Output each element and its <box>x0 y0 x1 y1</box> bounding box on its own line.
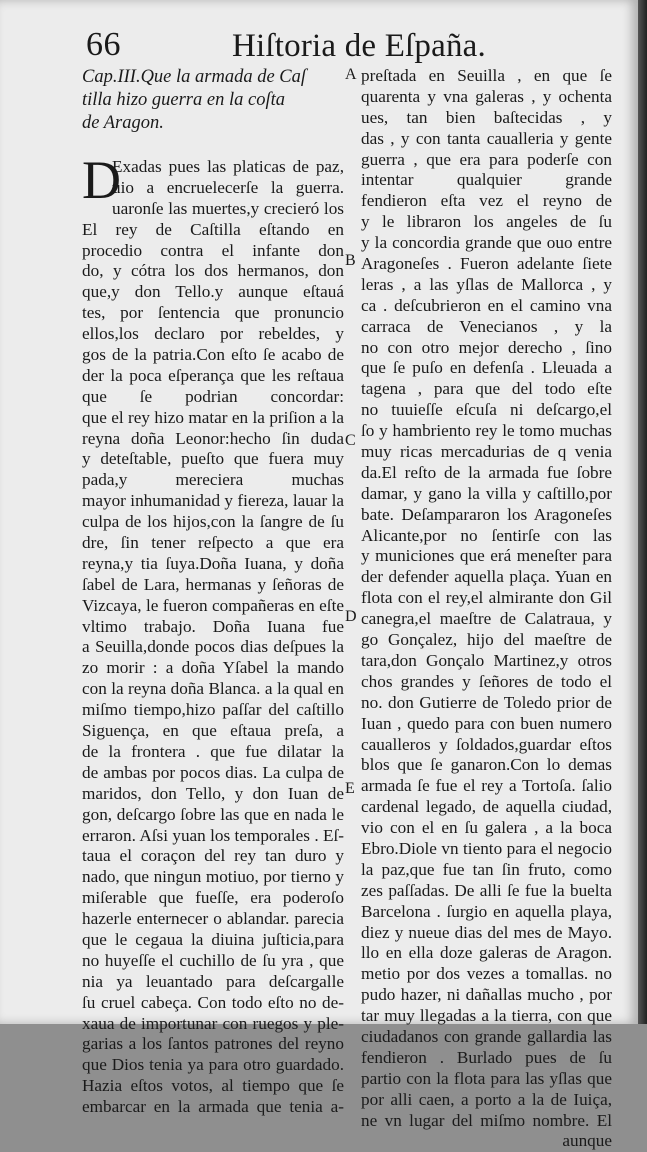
page-header <box>0 22 638 66</box>
text-line: zes paſſadas. De alli ſe fue la buelta <box>361 880 612 900</box>
chapter-heading-line: tilla hizo guerra en la coſta <box>82 90 285 110</box>
marginal-letter: A <box>345 66 357 83</box>
text-line: que Dios tenia ya para otro guardado. <box>82 1055 344 1075</box>
drop-cap: D <box>82 150 121 210</box>
text-line: ne vn lugar del miſmo nombre. El <box>361 1110 612 1130</box>
text-line: der la poca eſperança que les reſtaua <box>82 365 344 385</box>
text-line: Siguença, en que eſtaua preſa, a <box>82 721 344 741</box>
text-line: que,y don Tello.y aunque eſtauá <box>82 282 344 302</box>
text-line: caualleros y ſoldados,guardar eſtos <box>361 734 612 754</box>
text-line: preſtada en Seuilla , en que ſe <box>361 66 612 85</box>
text-line: pudo hazer, ni dañallas mucho , por <box>361 985 612 1005</box>
text-line: tar muy llegadas a la tierra, con que <box>361 1006 612 1026</box>
text-line: tagena , para que del todo eſte <box>361 379 612 399</box>
text-line: ciudadanos con grande gallardia las <box>361 1026 612 1046</box>
text-line: Hazia eſtos votos, al tiempo que ſe <box>82 1076 344 1096</box>
text-line: y deteſtable, pueſto que fuera muy <box>82 449 344 469</box>
text-line: por alli caen, a porto a la de Iuiça, <box>361 1089 612 1109</box>
text-line: y le libraron los angeles de ſu <box>361 212 612 232</box>
text-line: armada ſe fue el rey a Tortoſa. ſalio <box>361 776 612 796</box>
text-line: muy ricas mercadurias de q venia <box>361 442 612 462</box>
text-line: partio con la flota para las yſlas que <box>361 1068 612 1088</box>
text-line: Alicante,por no ſentirſe con las <box>361 525 612 545</box>
text-line: metio por dos vezes a tomallas. no <box>361 964 612 984</box>
text-line: reyna,y tia ſuya.Doña Iuana, y doña <box>82 553 344 573</box>
text-line: ſabel de Lara, hermanas y ſeñoras de <box>82 574 344 594</box>
text-line: cardenal legado, de aquella ciudad, <box>361 797 612 817</box>
text-line: flota con el rey,el almirante don Gil <box>361 588 612 608</box>
text-line: nado, que ningun motiuo, por tierno y <box>82 867 344 887</box>
text-line: carraca de Venecianos , y la <box>361 316 612 336</box>
text-line: ſo y hambriento rey le tomo muchas <box>361 421 612 441</box>
text-line: erraron. Aſsi yuan los temporales . Eſ- <box>82 825 344 845</box>
text-line: de ambas por pocos dias. La culpa de <box>82 762 344 782</box>
text-line: fendieron . Burlado pues de ſu <box>361 1047 612 1067</box>
text-line: damar, y gano la villa y caſtillo,por <box>361 483 612 503</box>
text-line: vio con el en ſu galera , a la boca <box>361 818 612 838</box>
text-line: quarenta y vna galeras , y ochenta <box>361 86 612 106</box>
left-column-body <box>82 150 344 1118</box>
text-line: go Gonçalez, hijo del maeſtre de <box>361 630 612 650</box>
text-line: taua el coraçon del rey tan duro y <box>82 846 344 866</box>
text-line: das , y con tanta caualleria y gente <box>361 128 612 148</box>
text-line: pada,y mereciera muchas <box>82 470 344 490</box>
left-column <box>82 66 344 1118</box>
text-line: El rey de Caſtilla eſtando en <box>82 219 344 239</box>
text-line: garias a los ſantos patrones del reyno <box>82 1034 344 1054</box>
text-line: de la frontera . que fue dilatar la <box>82 741 344 761</box>
text-line: procedio contra el infante don <box>82 240 344 260</box>
text-line: Barcelona . ſurgio en aquella playa, <box>361 901 612 921</box>
text-line: xaua de importunar con ruegos y ple- <box>82 1013 344 1033</box>
page-edge <box>638 0 647 1024</box>
text-line: que ſe podrian concordar: <box>82 386 344 406</box>
text-line: reyna doña Leonor:hecho ſin duda <box>82 428 344 448</box>
text-line: miſerable que fueſſe, era poderoſo <box>82 888 344 908</box>
text-line: no tuuieſſe eſcuſa ni deſcargo,el <box>361 400 612 420</box>
text-line: intentar qualquier grande <box>361 170 612 190</box>
text-line: da.El reſto de la armada fue ſobre <box>361 462 612 482</box>
text-line: a Seuilla,donde pocos dias deſpues la <box>82 637 344 657</box>
text-line: ſu cruel cabeça. Con todo eſto no de- <box>82 992 344 1012</box>
text-line: Exadas pues las platicas de paz, <box>112 157 344 176</box>
text-line: chos grandes y ſeñores de todo el <box>361 671 612 691</box>
text-line: blos que ſe ganaron.Con lo demas <box>361 755 612 775</box>
text-line: con la reyna doña Blanca. a la qual en <box>82 679 344 699</box>
text-line: gos de la patria.Con eſto ſe acabo de <box>82 345 344 365</box>
text-line: mayor inhumanidad y fiereza, lauar la <box>82 491 344 511</box>
running-title: Hiſtoria de Eſpaña. <box>232 28 486 64</box>
text-line: gon, deſcargo ſobre las que en nada le <box>82 804 344 824</box>
text-line: zo morir : a doña Yſabel la mando <box>82 658 344 678</box>
text-line: uaronſe las muertes,y crecieró los <box>112 198 344 218</box>
marginal-letter: B <box>345 252 356 269</box>
text-line: hazerle enternecer o ablandar. parecia <box>82 909 344 929</box>
chapter-heading <box>82 66 344 135</box>
text-line: no huyeſſe el cuchillo de ſu yra , que <box>82 950 344 970</box>
catchword: aunque <box>562 1131 612 1151</box>
text-line: dre, ſin tener reſpecto a que era <box>82 533 344 553</box>
text-line: y municiones que erá meneſter para <box>361 546 612 566</box>
text-line: tara,don Gonçalo Martinez,y otros <box>361 650 612 670</box>
text-line: que ſe puſo en defenſa . Lleuada a <box>361 358 612 378</box>
text-line: ues, tan bien baſtecidas , y <box>361 107 612 127</box>
right-column <box>361 66 612 1152</box>
chapter-heading-line: de Aragon. <box>82 113 164 133</box>
text-line: Iuan , quedo para con buen numero <box>361 713 612 733</box>
text-line: leras , a las yſlas de Mallorca , y <box>361 274 612 294</box>
text-line: guerra , que era para poderſe con <box>361 149 612 169</box>
text-line: bate. Deſampararon los Aragoneſes <box>361 504 612 524</box>
page-number: 66 <box>86 26 121 63</box>
text-line: embarcar en la armada que tenia a- <box>82 1097 344 1117</box>
text-line: tes, por ſentencia que pronuncio <box>82 303 344 323</box>
text-line: Vizcaya, le fueron compañeras en eſte <box>82 595 344 615</box>
text-line: maridos, don Tello, y don Iuan de <box>82 783 344 803</box>
marginal-letter: D <box>345 608 357 625</box>
text-line: vltimo trabajo. Doña Iuana fue <box>82 616 344 636</box>
text-line: diez y nueue dias del mes de Mayo. <box>361 922 612 942</box>
text-line: ca . deſcubrieron en el camino vna <box>361 295 612 315</box>
text-line: llo en ella doze galeras de Aragon. <box>361 943 612 963</box>
text-line: Ebro.Diole vn tiento para el negocio <box>361 838 612 858</box>
text-line: uio a encruelecerſe la guerra. <box>112 177 344 197</box>
text-line: canegra,el maeſtre de Calatraua, y <box>361 609 612 629</box>
text-line: y la concordia grande que ouo entre <box>361 233 612 253</box>
text-line: que le cegaua la diuina juſticia,para <box>82 929 344 949</box>
marginal-letter: E <box>345 780 355 797</box>
chapter-heading-line: Cap.III.Que la armada de Caſ <box>82 67 307 87</box>
text-line: der defender aquella plaça. Yuan en <box>361 567 612 587</box>
text-line: no. don Gutierre de Toledo prior de <box>361 692 612 712</box>
text-line: Aragoneſes . Fueron adelante ſiete <box>361 254 612 274</box>
text-line: que el rey hizo matar en la priſion a la <box>82 407 344 427</box>
text-line: miſmo tiempo,hizo paſſar del caſtillo <box>82 700 344 720</box>
text-line: nia ya leuantado para deſcargalle <box>82 971 344 991</box>
text-line: do, y cótra los dos hermanos, don <box>82 261 344 281</box>
text-line: culpa de los hijos,con la ſangre de ſu <box>82 512 344 532</box>
text-line: no con otro mejor derecho , ſino <box>361 337 612 357</box>
text-line: fendieron eſta vez el reyno de <box>361 191 612 211</box>
marginal-letter: C <box>345 432 356 449</box>
text-line: ellos,los declaro por rebeldes, y <box>82 324 344 344</box>
text-line: la paz,que fue tan ſin fruto, como <box>361 859 612 879</box>
